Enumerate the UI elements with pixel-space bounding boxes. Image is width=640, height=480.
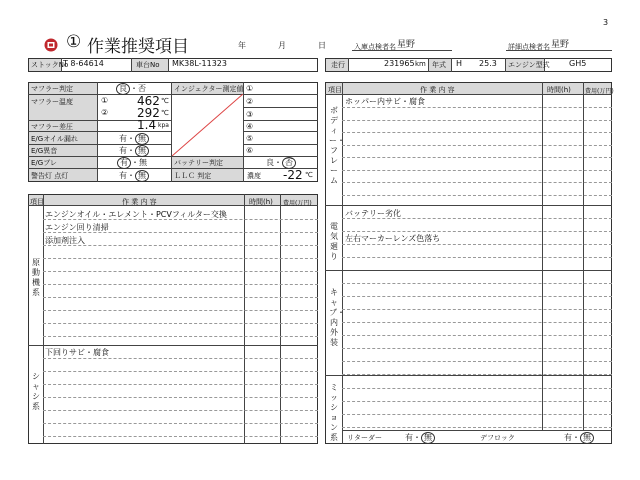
muffler-temp1-value: 462 — [137, 94, 160, 108]
battery-judge-value: 良・ 否 — [266, 157, 296, 169]
injector-num-6: ⑥ — [246, 146, 254, 155]
ruling-line — [43, 384, 318, 385]
warning-light-value: 有・ 無 — [119, 170, 149, 182]
ruling-line — [342, 120, 612, 121]
ruling-line — [342, 283, 612, 284]
electrical-section-label: 電気廻り — [330, 222, 338, 261]
ruling-line — [342, 296, 612, 297]
model-year-value: 25.3 — [479, 59, 497, 68]
engine-row-2: エンジン回り清掃 — [45, 223, 109, 232]
right-col-work: 作 業 内 容 — [420, 86, 455, 94]
date-day-label: 日 — [318, 41, 326, 50]
right-col-item: 項目 — [328, 86, 342, 94]
ruling-line — [342, 195, 612, 196]
page-number: 3 — [603, 18, 609, 27]
muffler-diff-label: マフラー差圧 — [31, 123, 73, 131]
retarder-value: 有・ 無 — [405, 432, 435, 444]
eg-shake-label: E/Gブレ — [31, 159, 57, 167]
eg-oil-leak-label: E/Gオイル漏れ — [31, 135, 78, 143]
right-col-cost: 費用(万円) — [585, 88, 614, 95]
ruling-line — [342, 309, 612, 310]
chassis-row-1: 下回りサビ・腐食 — [45, 348, 109, 357]
ruling-line — [342, 322, 612, 323]
mileage-unit: km — [415, 60, 426, 68]
eg-noise-value: 有・ 無 — [119, 145, 149, 157]
header-circle-number: ① — [66, 32, 82, 52]
muffler-temp-label: マフラー温度 — [31, 98, 73, 106]
body-frame-section-label: ボディー・フレーム — [329, 106, 345, 185]
ruling-line — [43, 423, 318, 424]
ruling-line — [43, 371, 318, 372]
right-col-time: 時間(h) — [547, 86, 571, 94]
difflock-value: 有・ 無 — [564, 432, 594, 444]
ruling-line — [342, 231, 612, 232]
mileage-value: 231965 — [384, 59, 415, 68]
body-row-1: ホッパー内サビ・腐食 — [345, 97, 425, 106]
ruling-line — [43, 323, 318, 324]
ruling-line — [43, 258, 318, 259]
llc-concentration-value: -22 — [283, 168, 303, 182]
ruling-line — [342, 361, 612, 362]
injector-num-2: ② — [246, 97, 254, 106]
engine-type-value: GH5 — [569, 59, 587, 68]
date-year-label: 年 — [238, 41, 246, 50]
ruling-line — [342, 401, 612, 402]
injector-label: インジェクター測定値 — [174, 85, 244, 93]
engine-type-label: エンジン型式 — [508, 61, 550, 69]
ruling-line — [342, 348, 612, 349]
muffler-diff-unit: kpa — [158, 122, 169, 129]
muffler-temp1-num: ① — [101, 96, 109, 105]
engine-section-label: 原動機系 — [32, 258, 40, 297]
ruling-line — [342, 244, 612, 245]
left-col-time: 時間(h) — [249, 198, 273, 206]
ruling-line — [342, 132, 612, 133]
date-month-label: 月 — [278, 41, 286, 50]
right-work-table — [325, 82, 612, 444]
ruling-line — [342, 335, 612, 336]
ruling-line — [342, 182, 612, 183]
ruling-line — [342, 414, 612, 415]
detail-inspector-name: 星野 — [551, 40, 570, 50]
injector-num-3: ③ — [246, 110, 254, 119]
ruling-line — [342, 170, 612, 171]
ruling-line — [43, 358, 318, 359]
retarder-label: リターダー — [347, 434, 382, 442]
model-year-label: 年式 — [432, 61, 446, 69]
ruling-line — [342, 145, 612, 146]
ruling-line — [43, 297, 318, 298]
ruling-line — [342, 388, 612, 389]
muffler-temp2-unit: ℃ — [161, 109, 169, 117]
chassis-value: MK38L-11323 — [172, 59, 227, 68]
ruling-line — [43, 310, 318, 311]
warning-light-label: 警告灯 点灯 — [31, 172, 69, 180]
llc-concentration-label: 濃度 — [247, 172, 261, 180]
stock-label: ストックNo — [31, 61, 69, 69]
muffler-temp2-num: ② — [101, 108, 109, 117]
injector-cross-line — [172, 94, 243, 156]
ruling-line — [43, 284, 318, 285]
ruling-line — [43, 336, 318, 337]
muffler-judge-value: 良 ・否 — [116, 83, 146, 95]
electrical-row-2: 左右マーカーレンズ色落ち — [345, 234, 441, 243]
battery-judge-label: バッテリー判定 — [174, 159, 223, 167]
muffler-temp2-value: 292 — [137, 106, 160, 120]
left-col-item: 項目 — [30, 198, 44, 206]
ruling-line — [342, 107, 612, 108]
llc-concentration-unit: ℃ — [305, 171, 313, 179]
ruling-line — [43, 271, 318, 272]
difflock-label: デフロック — [480, 434, 515, 442]
engine-row-3: 添加剤注入 — [45, 236, 85, 245]
ruling-line — [342, 257, 612, 258]
page-title: 作業推奨項目 — [87, 37, 189, 57]
chassis-section-label: シャシ系 — [32, 372, 40, 411]
injector-num-5: ⑤ — [246, 134, 254, 143]
llc-judge-label: ＬＬＣ 判定 — [174, 172, 212, 180]
engine-row-1: エンジンオイル・エレメント・PCVフィルター交換 — [45, 210, 227, 219]
eg-noise-label: E/G異音 — [31, 147, 58, 155]
stock-value: T 8-64614 — [63, 59, 104, 68]
ruling-line — [342, 157, 612, 158]
ruling-line — [43, 397, 318, 398]
mileage-label: 走行 — [331, 61, 345, 69]
ruling-line — [342, 374, 612, 375]
eg-shake-value: 有 ・無 — [117, 157, 147, 169]
muffler-judge-label: マフラー判定 — [31, 85, 73, 93]
injector-num-4: ④ — [246, 122, 254, 131]
left-col-work: 作 業 内 容 — [122, 198, 157, 206]
left-col-cost: 費用(万円) — [283, 200, 312, 207]
electrical-row-1: バッテリー劣化 — [345, 209, 401, 218]
muffler-temp1-unit: ℃ — [161, 97, 169, 105]
muffler-diff-value: 1.4 — [137, 118, 157, 132]
mission-section-label: ミッション系 — [330, 383, 338, 442]
title-stamp-icon — [44, 37, 58, 51]
injector-num-1: ① — [246, 84, 254, 93]
inspector-label: 入庫点検者名 — [354, 43, 396, 51]
detail-inspector-label: 詳細点検者名 — [508, 43, 550, 51]
model-year-era: H — [456, 59, 463, 68]
ruling-line — [43, 410, 318, 411]
cab-section-label: キャブ・内外装 — [329, 288, 345, 347]
ruling-line — [43, 436, 318, 437]
eg-oil-leak-value: 有・ 無 — [119, 133, 149, 145]
ruling-line — [342, 427, 612, 428]
inspector-name: 星野 — [397, 40, 416, 50]
chassis-label: 車台No — [136, 61, 160, 69]
